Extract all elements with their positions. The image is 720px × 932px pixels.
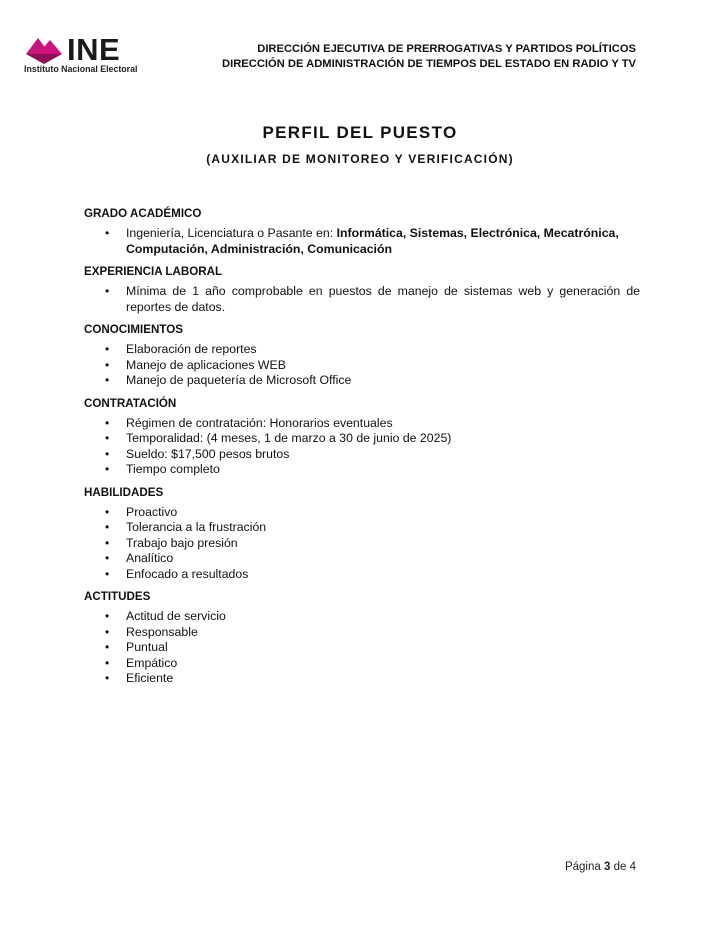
list-item: [84, 625, 640, 641]
list-item: [84, 551, 640, 567]
logo-subtitle: Instituto Nacional Electoral: [24, 64, 138, 74]
header-line-2: DIRECCIÓN DE ADMINISTRACIÓN DE TIEMPOS DEL ESTADO EN RADIO Y TV: [222, 58, 636, 70]
item-text: Sueldo: $17,500 pesos brutos: [126, 446, 290, 461]
bullet-list: [84, 416, 640, 478]
list-item: [84, 226, 640, 257]
section-contratacion: [84, 396, 640, 478]
item-text: Actitud de servicio: [126, 609, 226, 623]
section-heading: ACTITUDES: [84, 590, 151, 603]
item-text: Mínima de 1 año comprobable en puestos de manejo de sistemas web y generación de reportes de datos.: [126, 284, 640, 314]
item-text: Empático: [126, 655, 178, 670]
item-text: Régimen de contratación: Honorarios eventuales: [126, 415, 393, 430]
bullet-icon: •: [105, 520, 110, 534]
section-conocimientos: [84, 322, 640, 389]
page-title: PERFIL DEL PUESTO: [262, 123, 458, 142]
list-item: [84, 284, 640, 315]
page-subtitle: (AUXILIAR DE MONITOREO Y VERIFICACIÓN): [206, 152, 514, 166]
bullet-list: [84, 609, 640, 687]
item-text: Tolerancia a la frustración: [126, 520, 267, 534]
list-item: [84, 447, 640, 463]
page-current: 3: [603, 861, 611, 873]
bullet-icon: •: [105, 624, 110, 639]
bullet-icon: •: [105, 284, 110, 298]
page-word: Página: [564, 861, 601, 873]
list-item: [84, 671, 640, 687]
page-total: 4: [629, 861, 636, 873]
item-text: Puntual: [126, 640, 168, 654]
section-heading: HABILIDADES: [84, 485, 164, 499]
list-item: [84, 640, 640, 656]
item-text: Temporalidad: (4 meses, 1 de marzo a 30 de junio de 2025): [126, 431, 452, 445]
bullet-icon: •: [105, 431, 110, 445]
page-number: [565, 861, 636, 873]
item-text-bold: Informática, Sistemas, Electrónica, Mecatrónica, Computación, Administración, Comunicación: [126, 226, 619, 256]
bullet-list: [84, 342, 640, 389]
section-heading: EXPERIENCIA LABORAL: [84, 265, 223, 278]
bullet-icon: •: [105, 671, 110, 685]
bullet-icon: •: [105, 504, 110, 519]
section-heading: CONOCIMIENTOS: [84, 323, 183, 336]
bullet-icon: •: [105, 342, 110, 356]
header-directorates: [222, 42, 636, 72]
list-item: [84, 520, 640, 536]
item-text: Manejo de paquetería de Microsoft Office: [126, 373, 352, 387]
item-text: Enfocado a resultados: [126, 566, 249, 581]
list-item: [84, 462, 640, 478]
bullet-icon: •: [105, 373, 110, 387]
ine-logo-icon: [22, 34, 66, 64]
bullet-icon: •: [105, 446, 110, 461]
list-item: [84, 505, 640, 521]
bullet-list: [84, 284, 640, 315]
bullet-icon: •: [105, 462, 110, 476]
list-item: [84, 656, 640, 672]
bullet-icon: •: [105, 640, 110, 654]
list-item: [84, 358, 640, 374]
bullet-icon: •: [105, 226, 110, 240]
list-item: [84, 536, 640, 552]
item-text: Responsable: [126, 624, 198, 639]
section-grado-academico: [84, 206, 640, 257]
list-item: [84, 431, 640, 447]
bullet-icon: •: [105, 357, 110, 372]
section-heading: GRADO ACADÉMICO: [84, 207, 202, 220]
profile-content: [84, 206, 640, 694]
bullet-icon: •: [105, 566, 110, 581]
bullet-icon: •: [105, 415, 110, 430]
list-item: [84, 342, 640, 358]
section-actitudes: [84, 589, 640, 687]
ine-logo: [22, 34, 154, 76]
of-word: de: [613, 861, 627, 873]
item-text: Elaboración de reportes: [126, 342, 257, 356]
bullet-icon: •: [105, 655, 110, 670]
bullet-list: [84, 226, 640, 257]
section-habilidades: [84, 485, 640, 583]
section-heading: CONTRATACIÓN: [84, 396, 177, 410]
header-line-1: DIRECCIÓN EJECUTIVA DE PRERROGATIVAS Y PARTIDOS POLÍTICOS: [257, 43, 636, 55]
bullet-icon: •: [105, 535, 110, 550]
list-item: [84, 416, 640, 432]
list-item: [84, 567, 640, 583]
bullet-icon: •: [105, 551, 110, 565]
logo-wordmark: INE: [67, 32, 121, 67]
item-text: Ingeniería, Licenciatura o Pasante en:: [126, 226, 337, 240]
bullet-list: [84, 505, 640, 583]
item-text: Manejo de aplicaciones WEB: [126, 357, 286, 372]
list-item: [84, 373, 640, 389]
list-item: [84, 609, 640, 625]
item-text: Analítico: [126, 551, 174, 565]
item-text: Tiempo completo: [126, 462, 220, 476]
section-experiencia-laboral: [84, 264, 640, 315]
item-text: Trabajo bajo presión: [126, 535, 238, 550]
item-text: Eficiente: [126, 671, 174, 685]
bullet-icon: •: [105, 609, 110, 623]
item-text: Proactivo: [126, 504, 178, 519]
